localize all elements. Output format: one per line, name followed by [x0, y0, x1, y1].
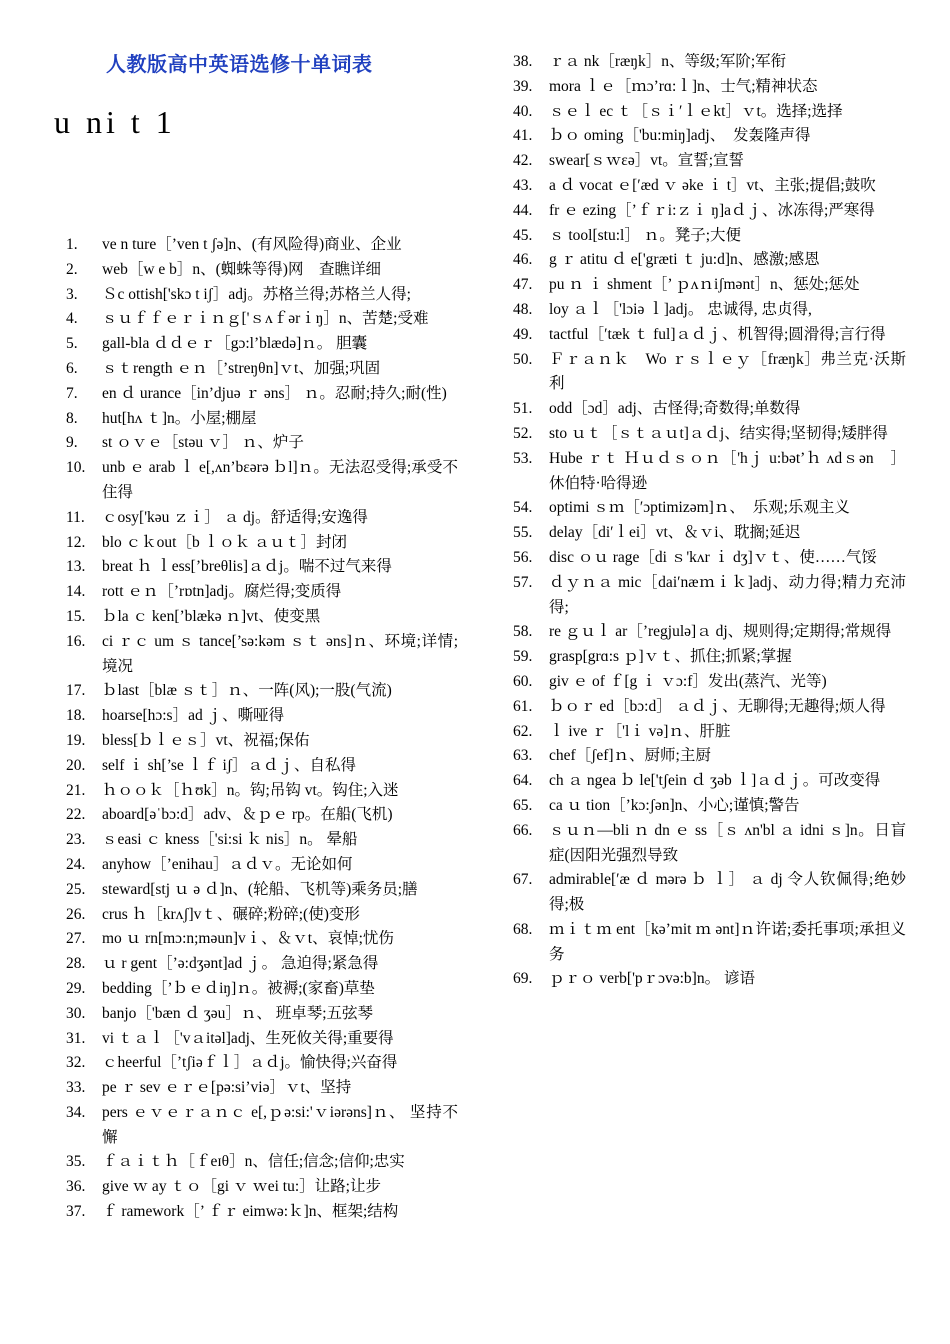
entry-text: breat ｈ ｌess[’breθlis]ａｄj。喘不过气来得 [102, 558, 392, 576]
vocab-entry [66, 456, 458, 506]
vocab-entry [66, 704, 458, 729]
entry-text: giv ｅ of ｆ[g ｉ ｖɔ:f］发出(蒸汽、光等) [549, 672, 827, 690]
vocab-entry [513, 744, 906, 769]
entry-text: odd［ɔd］adj、古怪得;奇数得;单数得 [549, 400, 801, 418]
entry-text: Ｓc ottish['skɔ t iʃ］adj。苏格兰得;苏格兰人得; [102, 285, 411, 303]
vocab-entry [66, 506, 458, 531]
entry-number: 13. [66, 558, 86, 576]
entry-text: ｌ ive ｒ［'lｉ və]ｎ、肝脏 [549, 722, 731, 740]
vocab-entry [66, 1200, 458, 1225]
entry-text: loy ａｌ［'lɔiə ｌ]adj。 忠诚得, 忠贞得, [549, 300, 812, 318]
entry-text: sto ｕｔ［ｓｔａｕt]ａｄj、结实得;坚韧得;矮胖得 [549, 424, 888, 442]
entry-text: ｃheerful［’tʃiəｆｌ］ａｄj。愉快得;兴奋得 [102, 1054, 398, 1072]
vocab-entry [513, 670, 906, 695]
entry-text: aboard[əˈbɔ:d］adv、＆ｐｅ rp。在船(飞机) [102, 806, 393, 824]
entry-text: ｍｉｔｍ ent［kə’mit ｍ ənt]ｎ许诺;委托事项;承担义务 [549, 920, 906, 963]
unit-heading: u ni t 1 [54, 104, 176, 140]
vocab-entry [66, 1027, 458, 1052]
entry-text: bedding［’ｂｅｄiŋ]ｎ。被褥;(家畜)草垫 [102, 979, 375, 997]
vocab-entry [513, 967, 906, 992]
entry-number: 54. [513, 499, 533, 517]
vocab-entry [66, 878, 458, 903]
entry-text: ｂｏ oming［'bu:miŋ]adj、 发轰隆声得 [549, 127, 811, 145]
vocab-entry [66, 828, 458, 853]
vocab-entry [66, 927, 458, 952]
vocab-entry [66, 382, 458, 407]
entry-number: 68. [513, 920, 533, 938]
vocab-entry [513, 521, 906, 546]
entry-text: swear[ｓｗεə］vt。宣誓;宣誓 [549, 152, 745, 170]
entry-number: 46. [513, 251, 533, 269]
entry-number: 50. [513, 350, 533, 368]
entry-number: 27. [66, 930, 86, 948]
entry-text: steward[stj ｕ ə ｄ]n、(轮船、飞机等)乘务员;膳 [102, 880, 418, 898]
entry-number: 5. [66, 335, 78, 353]
entry-text: mora ｌｅ［ｍɔ’rɑ:ｌ]n、士气;精神状态 [549, 77, 818, 95]
entry-number: 28. [66, 955, 86, 973]
vocab-entry [513, 75, 906, 100]
vocab-entry [66, 580, 458, 605]
entry-text: pe ｒ sev ｅｒｅ[pə:si’viə］ｖt、坚持 [102, 1079, 352, 1097]
entry-text: ｐｒｏ verb['pｒɔvə:b]n。 谚语 [549, 970, 755, 988]
vocab-entry [66, 283, 458, 308]
vocab-entry [513, 695, 906, 720]
entry-text: give ｗ ay ｔｏ［gi ｖ ｗei tu:］让路;让步 [102, 1178, 381, 1196]
vocab-entry [66, 1175, 458, 1200]
vocab-entry [513, 248, 906, 273]
entry-text: pers ｅｖｅｒａｎｃ e[,ｐə:si:'ｖiərəns]ｎ、 坚持不懈 [102, 1103, 458, 1146]
entry-number: 60. [513, 672, 533, 690]
vocab-entry [513, 124, 906, 149]
vocab-entry [513, 918, 906, 968]
entry-number: 12. [66, 533, 86, 551]
entry-text: pu ｎ ｉ shment［’ ｐʌｎiʃmənt］n、惩处;惩处 [549, 276, 860, 294]
vocab-entry [513, 100, 906, 125]
entry-text: disc ｏｕ rage［di ｓ'kʌr ｉ dʒ]ｖｔ、使……气馁 [549, 548, 877, 566]
entry-text: ｓｕｆｆｅｒｉｎｇ['ｓʌｆərｉŋ］n、苦楚;受难 [102, 310, 429, 328]
vocab-entry [513, 323, 906, 348]
entry-text: vi ｔａｌ［'vａitəl]adj、生死攸关得;重要得 [102, 1029, 394, 1047]
entry-number: 38. [513, 53, 533, 70]
entry-text: ｄｙｎａ mic［dai′næｍｉｋ]adj、动力得;精力充沛得; [549, 573, 906, 616]
entry-text: web［w e b］n、(蜘蛛等得)网 查瞧详细 [102, 260, 381, 278]
entry-number: 19. [66, 731, 86, 749]
entry-number: 65. [513, 796, 533, 814]
entry-text: ci ｒｃ um ｓ tance[’sə:kəm ｓｔ əns]ｎ、环境;详情;境况 [102, 632, 458, 675]
entry-text: fr ｅ ezing［’ｆｒi:ｚｉ ŋ]aｄｊ、冰冻得;严寒得 [549, 201, 875, 219]
entry-number: 56. [513, 548, 533, 566]
entry-number: 8. [66, 409, 78, 427]
entry-text: hoarse[hɔ:s］ad ｊ、嘶哑得 [102, 707, 285, 725]
vocab-entry [513, 447, 906, 497]
entry-text: mo ｕ rn[mɔ:n;məun]vｉ、＆ｖt、哀悼;忧伤 [102, 930, 394, 948]
entry-text: Hube ｒｔ Ｈｕｄｓｏｎ［'hｊ u:bət’ｈ ʌdｓən ］休伯特·哈得逊 [549, 449, 906, 492]
entry-number: 15. [66, 607, 86, 625]
entry-text: ｂlast［blæ ｓｔ］ｎ、一阵(风);一股(气流) [102, 682, 392, 700]
vocab-entry [66, 233, 458, 258]
entry-number: 66. [513, 821, 533, 839]
entry-text: g ｒ atitu ｄ e['græti ｔ ju:d]n、感激;感恩 [549, 251, 820, 269]
entry-number: 6. [66, 359, 78, 377]
entry-text: admirable[′æ ｄ mərə ｂ ｌ］ ａ dj 令人钦佩得;绝妙得;极 [549, 871, 906, 914]
entry-text: Ｆｒａｎｋ Wo ｒｓｌｅｙ［fræŋk］弗兰克·沃斯利 [549, 350, 906, 393]
entry-number: 17. [66, 682, 86, 700]
entry-text: ｓｅｌ ec ｔ［ｓｉ′ｌｅkt］ｖt。选择;选择 [549, 102, 843, 120]
vocab-entry [66, 1051, 458, 1076]
vocab-entry [66, 605, 458, 630]
entry-text: en ｄ urance［in’djuə ｒ əns］ ｎ。忍耐;持久;耐(性) [102, 384, 447, 402]
entry-number: 2. [66, 260, 78, 278]
entry-number: 64. [513, 772, 533, 790]
vocab-entry [513, 769, 906, 794]
entry-number: 43. [513, 176, 533, 194]
entry-number: 18. [66, 707, 86, 725]
entry-number: 35. [66, 1153, 86, 1171]
entry-number: 42. [513, 152, 533, 170]
vocab-entry [513, 794, 906, 819]
vocab-entry [513, 645, 906, 670]
entry-text: ca ｕ tion［’kɔ:ʃən]n、小心;谨慎;警告 [549, 796, 800, 814]
vocab-entry [66, 555, 458, 580]
vocab-entry [513, 571, 906, 621]
entry-number: 9. [66, 434, 78, 452]
entry-number: 59. [513, 648, 533, 666]
page-title: 人教版高中英语选修十单词表 [106, 52, 373, 76]
vocab-entry [513, 149, 906, 174]
entry-number: 61. [513, 697, 533, 715]
vocab-list-left [66, 233, 458, 1225]
entry-text: ｓeasi ｃ kness［'si:si ｋ nis］n。 晕船 [102, 831, 358, 849]
entry-number: 20. [66, 756, 86, 774]
entry-number: 26. [66, 905, 86, 923]
entry-number: 11. [66, 508, 85, 526]
entry-number: 53. [513, 449, 533, 467]
entry-text: anyhow［’enihau］ａｄｖ。无论如何 [102, 855, 353, 873]
entry-text: hut[hʌ ｔ]n。小屋;棚屋 [102, 409, 257, 427]
vocab-entry [66, 754, 458, 779]
entry-number: 3. [66, 285, 78, 303]
entry-number: 62. [513, 722, 533, 740]
entry-text: ｂla ｃ ken[’blækə ｎ]vt、使变黑 [102, 607, 321, 625]
entry-text: ｕ r gent［’ə:dʒənt]ad ｊ。 急迫得;紧急得 [102, 955, 379, 973]
entry-number: 32. [66, 1054, 86, 1072]
entry-text: grasp[grɑ:s ｐ]ｖｔ、抓住;抓紧;掌握 [549, 648, 792, 666]
entry-number: 55. [513, 524, 533, 542]
vocab-entry [66, 407, 458, 432]
vocab-entry [66, 1002, 458, 1027]
entry-text: crus ｈ［krʌʃ]vｔ、碾碎;粉碎;(使)变形 [102, 905, 360, 923]
vocab-entry [513, 546, 906, 571]
vocab-entry [513, 199, 906, 224]
entry-number: 10. [66, 459, 86, 477]
vocab-list-right [513, 50, 906, 992]
vocab-entry [513, 819, 906, 869]
entry-number: 1. [66, 236, 78, 253]
entry-number: 67. [513, 871, 533, 889]
entry-number: 45. [513, 226, 533, 244]
vocab-entry [66, 1150, 458, 1175]
entry-number: 41. [513, 127, 533, 145]
entry-text: ｓｕｎ—bli ｎ dn ｅ ss［ｓ ʌn'bl ａ idni ｓ]n。日盲症(因阳光强烈导致 [549, 821, 906, 864]
entry-number: 44. [513, 201, 533, 219]
vocab-entry [513, 348, 906, 398]
entry-number: 4. [66, 310, 78, 328]
vocab-entry [513, 273, 906, 298]
entry-number: 7. [66, 384, 78, 402]
vocab-entry [66, 977, 458, 1002]
vocab-entry [66, 531, 458, 556]
entry-text: ve n ture［’ven t ʃə]n、(有风险得)商业、企业 [102, 236, 402, 253]
vocab-entry [66, 1076, 458, 1101]
vocab-entry [513, 397, 906, 422]
vocab-entry [66, 258, 458, 283]
entry-text: ｈｏｏｋ［ｈʊk］n。钩;吊钩 vt。钩住;入迷 [102, 781, 399, 799]
entry-number: 37. [66, 1203, 86, 1221]
entry-number: 29. [66, 979, 86, 997]
vocab-entry [513, 422, 906, 447]
entry-number: 21. [66, 781, 86, 799]
vocab-entry [66, 903, 458, 928]
entry-text: blo ｃｋout［b ｌｏｋ ａｕｔ］封闭 [102, 533, 347, 551]
entry-text: self ｉ sh[’se ｌｆ iʃ］ａｄｊ、自私得 [102, 756, 357, 774]
entry-text: ｓ tool[stu:l］ ｎ。凳子;大便 [549, 226, 742, 244]
vocab-entry [66, 630, 458, 680]
vocab-entry [513, 496, 906, 521]
entry-number: 25. [66, 880, 86, 898]
entry-number: 39. [513, 77, 533, 95]
vocab-entry [513, 224, 906, 249]
vocab-entry [66, 307, 458, 332]
entry-number: 57. [513, 573, 533, 591]
entry-text: ｃosy['kəu ｚｉ］ ａ dj。舒适得;安逸得 [102, 508, 368, 526]
entry-number: 30. [66, 1004, 86, 1022]
entry-number: 34. [66, 1103, 86, 1121]
vocab-entry [66, 332, 458, 357]
entry-text: st ｏｖｅ［stəu ｖ］ ｎ、炉子 [102, 434, 304, 452]
vocab-entry [66, 803, 458, 828]
vocab-entry [513, 620, 906, 645]
entry-text: a ｄ vocat ｅ[′æd ｖ əke ｉ t］vt、主张;提倡;鼓吹 [549, 176, 876, 194]
entry-text: ｂｏｒ ed［bɔ:d］ ａｄｊ、无聊得;无趣得;烦人得 [549, 697, 886, 715]
entry-text: ch ａ ngea ｂ le['tʃein ｄ ʒəb ｌ]ａｄｊ。可改变得 [549, 772, 881, 790]
vocab-entry [513, 298, 906, 323]
entry-text: tactful［′tæk ｔ ful]ａｄｊ、机智得;圆滑得;言行得 [549, 325, 886, 343]
entry-text: re ｇｕｌ ar［’regjulə]ａ dj、规则得;定期得;常规得 [549, 623, 892, 641]
vocab-entry [513, 868, 906, 918]
vocab-entry [66, 357, 458, 382]
vocab-entry [66, 952, 458, 977]
entry-number: 52. [513, 424, 533, 442]
vocab-entry [66, 853, 458, 878]
entry-text: optimi ｓｍ［′ɔptimizəm]ｎ、 乐观;乐观主义 [549, 499, 850, 517]
entry-number: 58. [513, 623, 533, 641]
entry-text: delay［di′ｌei］vt、＆ｖi、耽搁;延迟 [549, 524, 801, 542]
entry-text: ｒａ nk［ræŋk］n、等级;军阶;军衔 [549, 53, 787, 70]
entry-number: 69. [513, 970, 533, 988]
entry-text: banjo［'bæn ｄ ʒəu］ｎ、 班卓琴;五弦琴 [102, 1004, 374, 1022]
entry-number: 14. [66, 583, 86, 601]
entry-number: 22. [66, 806, 86, 824]
vocab-entry [66, 729, 458, 754]
entry-text: ｆａｉｔｈ［ｆeɪθ］n、信任;信念;信仰;忠实 [102, 1153, 405, 1171]
entry-text: unb ｅ arab ｌ e[,ʌnʼbεərə ｂl]ｎ。无法忍受得;承受不住得 [102, 459, 458, 501]
entry-text: chef［ʃef]ｎ、厨师;主厨 [549, 747, 711, 765]
entry-number: 40. [513, 102, 533, 120]
entry-number: 51. [513, 400, 533, 418]
entry-number: 49. [513, 325, 533, 343]
entry-text: ｆ ramework［’ ｆｒ eimwə:ｋ]n、框架;结构 [102, 1203, 399, 1221]
entry-number: 31. [66, 1029, 86, 1047]
entry-text: bless[ｂｌｅｓ］vt、祝福;保佑 [102, 731, 310, 749]
entry-number: 63. [513, 747, 533, 765]
entry-number: 16. [66, 632, 86, 650]
entry-text: gall-bla ｄｄｅｒ［gɔ:l’blædə]ｎ。 胆囊 [102, 335, 368, 353]
vocab-entry [66, 431, 458, 456]
vocab-entry [66, 779, 458, 804]
vocab-entry [513, 174, 906, 199]
entry-number: 47. [513, 276, 533, 294]
entry-number: 48. [513, 300, 533, 318]
entry-text: ｓｔrength ｅｎ［’streŋθn]ｖt、加强;巩固 [102, 359, 381, 377]
vocab-entry [513, 50, 906, 75]
entry-number: 36. [66, 1178, 86, 1196]
entry-number: 33. [66, 1079, 86, 1097]
entry-number: 24. [66, 855, 86, 873]
entry-text: rott ｅｎ［’rɒtn]adj。腐烂得;变质得 [102, 583, 342, 601]
entry-number: 23. [66, 831, 86, 849]
vocab-entry [66, 1101, 458, 1151]
vocab-entry [513, 720, 906, 745]
vocab-entry [66, 679, 458, 704]
